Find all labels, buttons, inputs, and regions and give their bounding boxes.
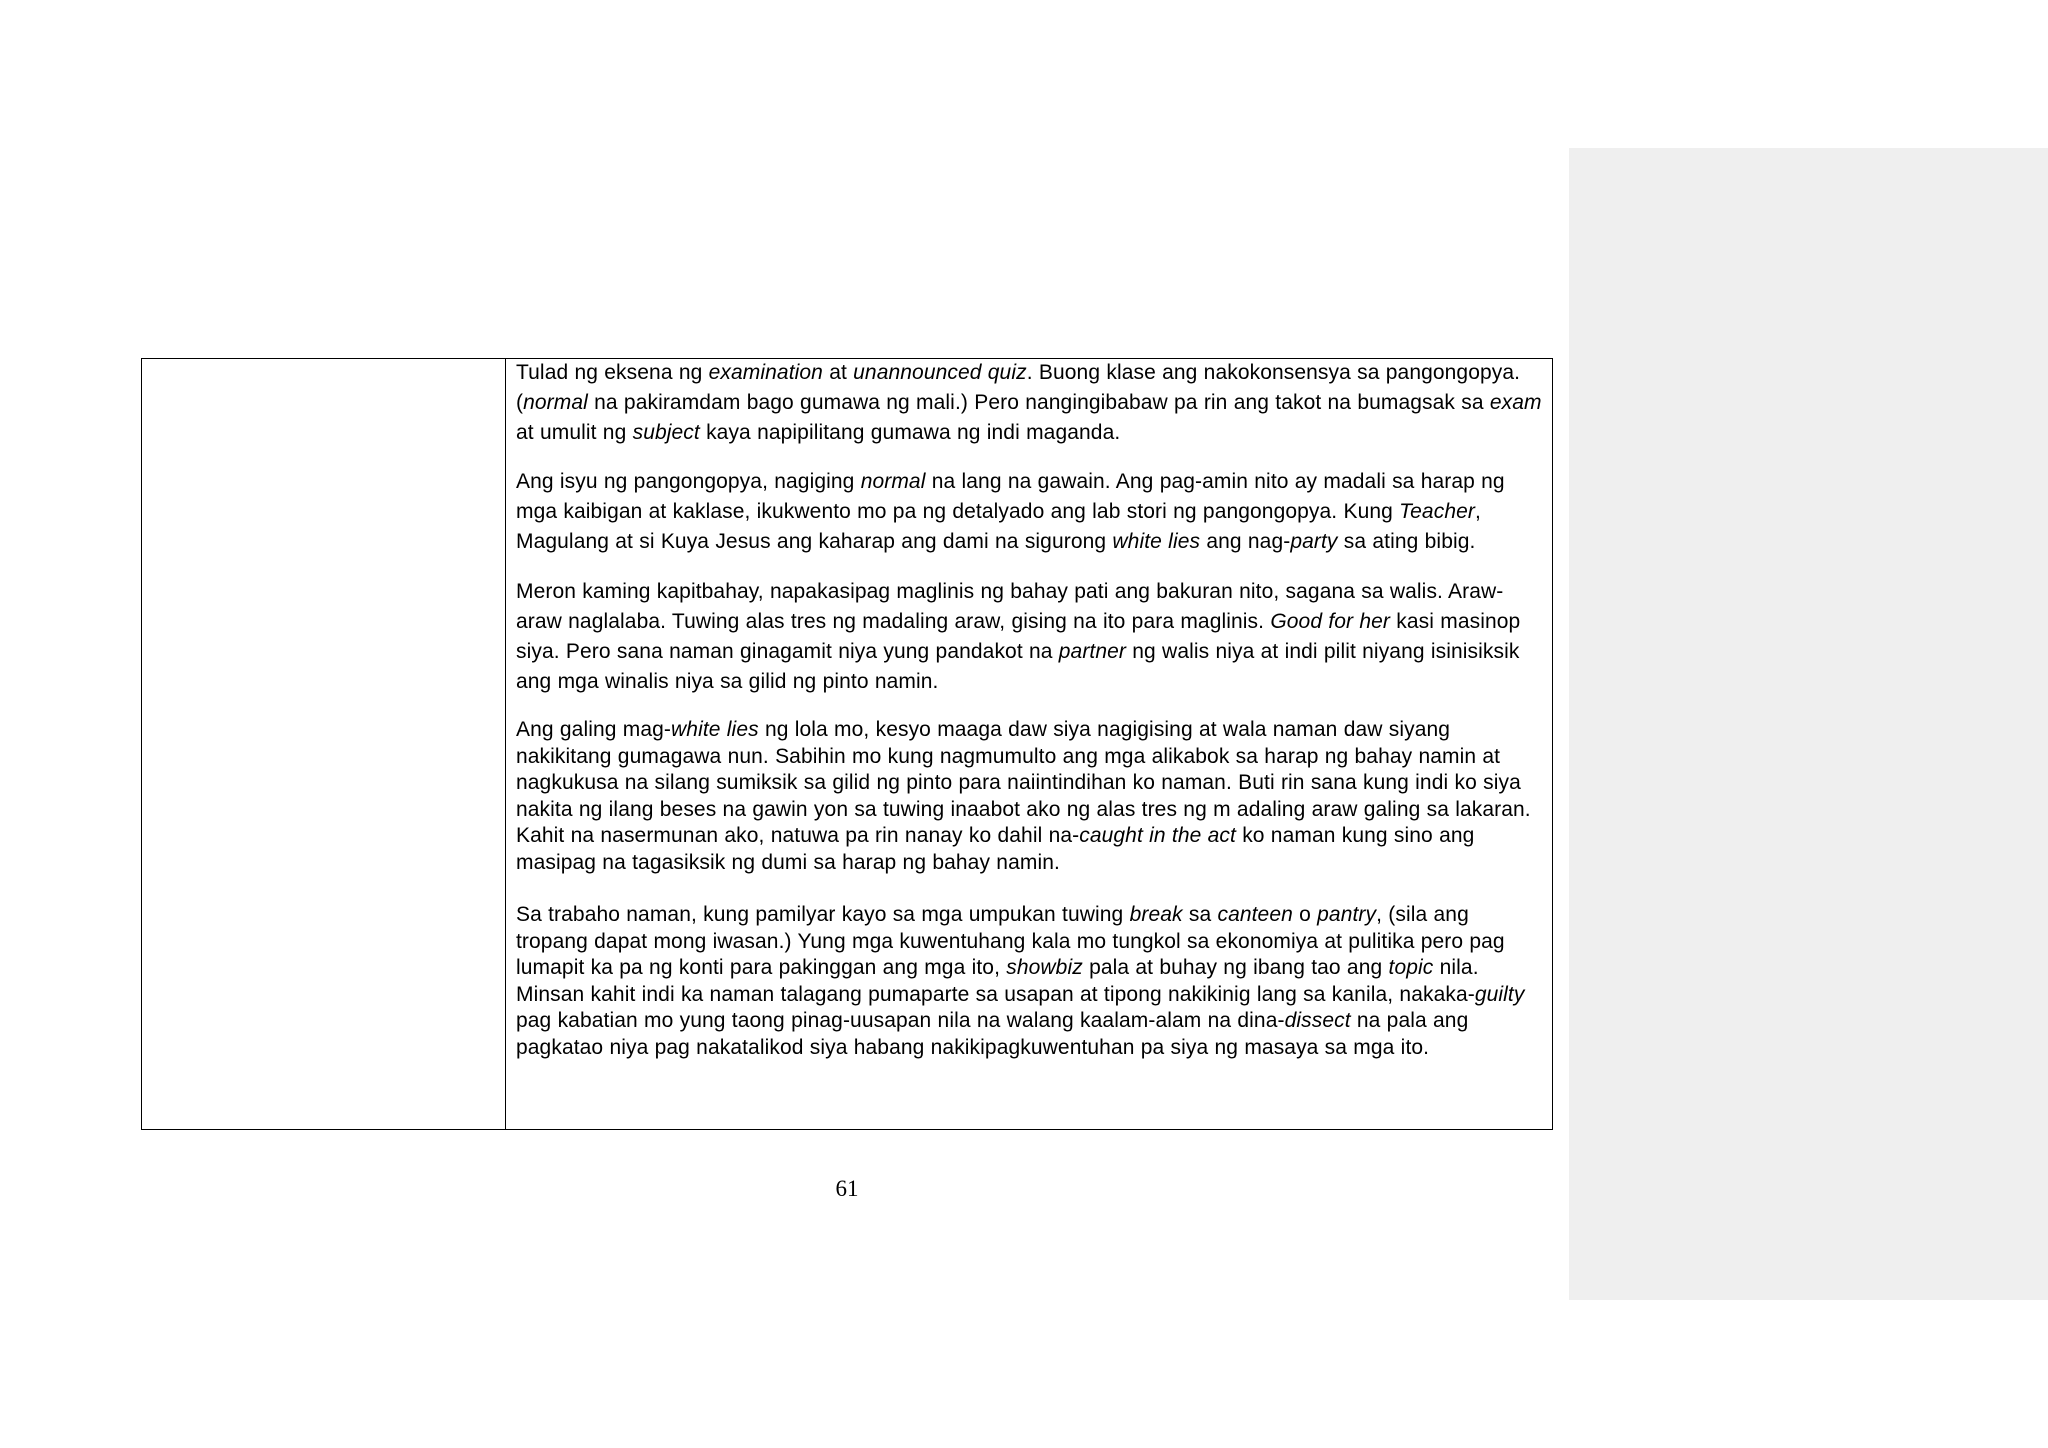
text-run: Tulad ng eksena ng (516, 361, 709, 384)
text-run: pala at buhay ng ibang tao ang (1082, 956, 1389, 979)
text-run: at umulit ng (516, 421, 633, 444)
text-run: sa (1182, 903, 1218, 926)
text-run: , Magulang at si Kuya Jesus ang kaharap ang dami na sigurong (516, 500, 1481, 553)
text-run: Sa trabaho naman, kung pamilyar kayo sa mga umpukan tuwing (516, 903, 1130, 926)
paragraph-5 (516, 902, 1544, 1061)
italic-text: showbiz (1006, 956, 1083, 979)
italic-text: party (1290, 530, 1338, 553)
text-run: na lang na gawain. Ang pag-amin nito ay madali sa harap ng mga kaibigan at kaklase, ikukwento mo pa ng detalyado ang lab stori ng pangongopya. Kung (516, 470, 1505, 523)
text-run: , (sila ang tropang dapat mong iwasan.) Yung mga kuwentuhang kala mo tungkol sa ekonomiya at pulitika pero pag lumapit ka pa ng konti para pakinggan ang mga ito, (516, 903, 1505, 979)
italic-text: unannounced quiz (853, 361, 1027, 384)
text-run: pag kabatian mo yung taong pinag-uusapan nila na walang kaalam-alam na dina- (516, 1009, 1285, 1032)
italic-text: white lies (671, 718, 759, 741)
italic-text: caught in the act (1079, 824, 1236, 847)
text-run: sa ating bibig. (1337, 530, 1476, 553)
right-table-cell (516, 359, 1544, 1129)
italic-text: normal (523, 391, 588, 414)
left-table-cell (142, 359, 506, 1129)
text-run: . Buong klase ang nakokonsensya sa pangongopya. ( (516, 361, 1521, 414)
text-run: kaya napipilitang gumawa ng indi maganda. (699, 421, 1121, 444)
text-run: ng walis niya at indi pilit niyang isinisiksik ang mga winalis niya sa gilid ng pinto namin. (516, 640, 1520, 693)
text-run: nila. Minsan kahit indi ka naman talagang pumaparte sa usapan at tipong nakikinig lang sa kanila, nakaka- (516, 956, 1479, 1006)
italic-text: partner (1058, 640, 1127, 663)
paragraph-1 (516, 358, 1544, 448)
italic-text: examination (708, 361, 823, 384)
page-number: 61 (835, 1176, 859, 1201)
italic-text: dissect (1284, 1009, 1351, 1032)
text-run: ko naman kung sino ang masipag na tagasiksik ng dumi sa harap ng bahay namin. (516, 824, 1475, 874)
text-run: kasi masinop siya. Pero sana naman ginagamit niya yung pandakot na (516, 610, 1521, 663)
italic-text: normal (860, 470, 926, 493)
paragraph-2 (516, 467, 1544, 557)
italic-text: guilty (1474, 982, 1525, 1006)
italic-text: pantry (1317, 903, 1377, 926)
text-run: na pala ang pagkatao niya pag nakatalikod siya habang nakikipagkuwentuhan pa siya ng masaya sa mga ito. (516, 1009, 1469, 1059)
text-run: Ang isyu ng pangongopya, nagiging (516, 470, 861, 493)
paragraph-3 (516, 577, 1544, 697)
italic-text: subject (632, 421, 700, 444)
italic-text: Good for her (1270, 610, 1391, 633)
italic-text: canteen (1217, 903, 1293, 926)
text-run: at (822, 361, 854, 384)
italic-text: exam (1489, 391, 1542, 414)
comment-sidebar (1569, 148, 2048, 1300)
text-run: Meron kaming kapitbahay, napakasipag maglinis ng bahay pati ang bakuran nito, sagana sa walis. Araw-araw naglalaba. Tuwing alas tres ng madaling araw, gising na ito para maglinis. (516, 580, 1504, 633)
italic-text: white lies (1112, 530, 1201, 553)
document-table (141, 358, 1553, 1130)
italic-text: break (1129, 903, 1183, 926)
italic-text: Teacher (1399, 500, 1475, 523)
text-run: ang nag- (1200, 530, 1291, 553)
paragraph-4 (516, 717, 1544, 876)
text-run: na pakiramdam bago gumawa ng mali.) Pero nangingibabaw pa rin ang takot na bumagsak sa (587, 391, 1490, 414)
text-run: ng lola mo, kesyo maaga daw siya nagigising at wala naman daw siyang nakikitang gumagawa nun. Sabihin mo kung nagmumulto ang mga alikabok sa harap ng bahay namin at nagkukusa na silang sumiksik sa gilid ng pinto para naiintindihan ko naman. Buti rin sana kung indi ko siya nakita ng ilang beses na gawin yon sa tuwing inaabot ako ng alas tres ng m adaling araw galing sa lakaran. Kahit na nasermunan ako, natuwa pa rin nanay ko dahil na- (516, 718, 1531, 847)
text-run: o (1292, 903, 1318, 926)
italic-text: topic (1388, 956, 1434, 979)
text-run: Ang galing mag- (516, 718, 672, 741)
